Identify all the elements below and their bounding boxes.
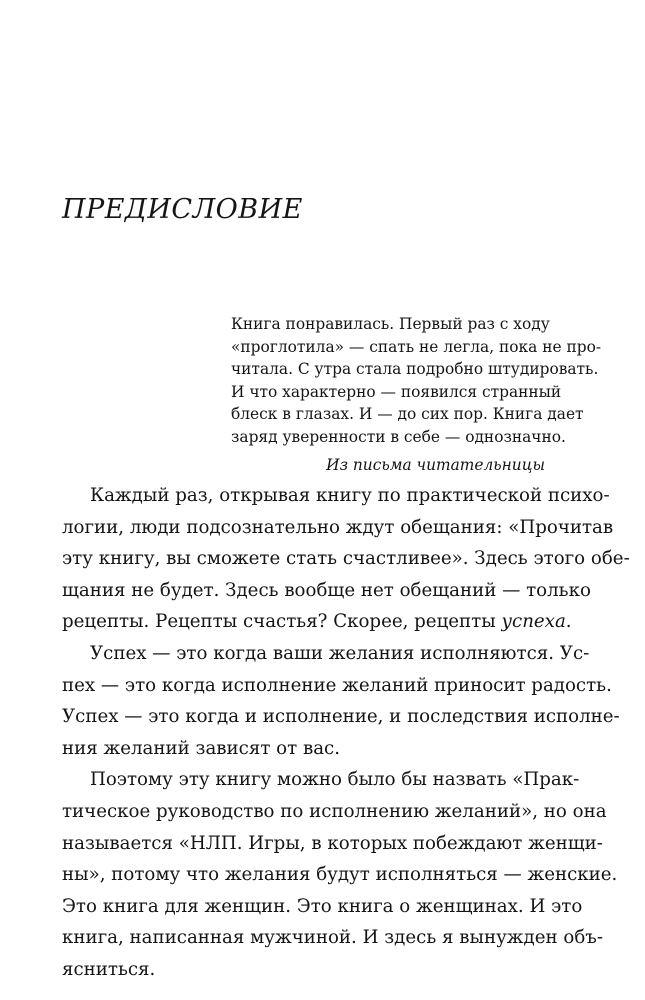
text-line: тическое руководство по исполнению желаний», но она [62, 800, 607, 822]
text-segment: рецепты. Рецепты счастья? Скорее, рецепты [62, 611, 502, 633]
text-line: называется «НЛП. Игры, в которых побеждают женщи- [62, 832, 603, 854]
epigraph-line: И что характерно — появился странный [231, 382, 562, 401]
epigraph-line: заряд уверенности в себе — однозначно. [231, 427, 566, 446]
epigraph-line: «проглотила» — спать не легла, пока не про- [231, 337, 602, 356]
text-line: щания не будет. Здесь вообще нет обещаний — только [62, 579, 591, 601]
epigraph [231, 313, 602, 476]
text-line: книга, написанная мужчиной. И здесь я вынужден объ- [62, 927, 604, 949]
text-line: ны», потому что желания будут исполняться — женские. [62, 864, 618, 886]
paragraph-3 [62, 764, 618, 985]
text-line: Это книга для женщин. Это книга о женщинах. И это [62, 895, 583, 917]
text-segment: . [565, 611, 572, 633]
chapter-title: ПРЕДИСЛОВИЕ [62, 194, 303, 225]
text-line: Каждый раз, открывая книгу по практической психо- [90, 485, 610, 506]
text-line: пех — это когда исполнение желаний приносит радость. [62, 674, 612, 696]
text-line: Успех — это когда и исполнение, и последствия исполне- [62, 706, 620, 728]
epigraph-line: Книга понравилась. Первый раз с ходу [231, 315, 550, 333]
emphasis-text: успеха [501, 611, 566, 633]
body-text [62, 480, 630, 986]
epigraph-source: Из письма читательницы [326, 455, 545, 474]
text-line: Поэтому эту книгу можно было бы назвать «Прак- [90, 769, 580, 791]
text-line [62, 606, 572, 638]
paragraph-1 [62, 480, 630, 638]
text-line: Успех — это когда ваши желания исполняются. Ус- [90, 642, 590, 664]
epigraph-line: блеск в глазах. И — до сих пор. Книга дает [231, 405, 584, 424]
text-line: логии, люди подсознательно ждут обещания: «Прочитав [62, 516, 614, 538]
text-line: ясниться. [62, 958, 156, 980]
epigraph-line: читала. С утра стала подробно штудировать. [231, 360, 599, 379]
text-line: эту книгу, вы сможете стать счастливее». Здесь этого обе- [62, 548, 630, 570]
paragraph-2 [62, 638, 620, 764]
text-line: ния желаний зависят от вас. [62, 737, 341, 759]
